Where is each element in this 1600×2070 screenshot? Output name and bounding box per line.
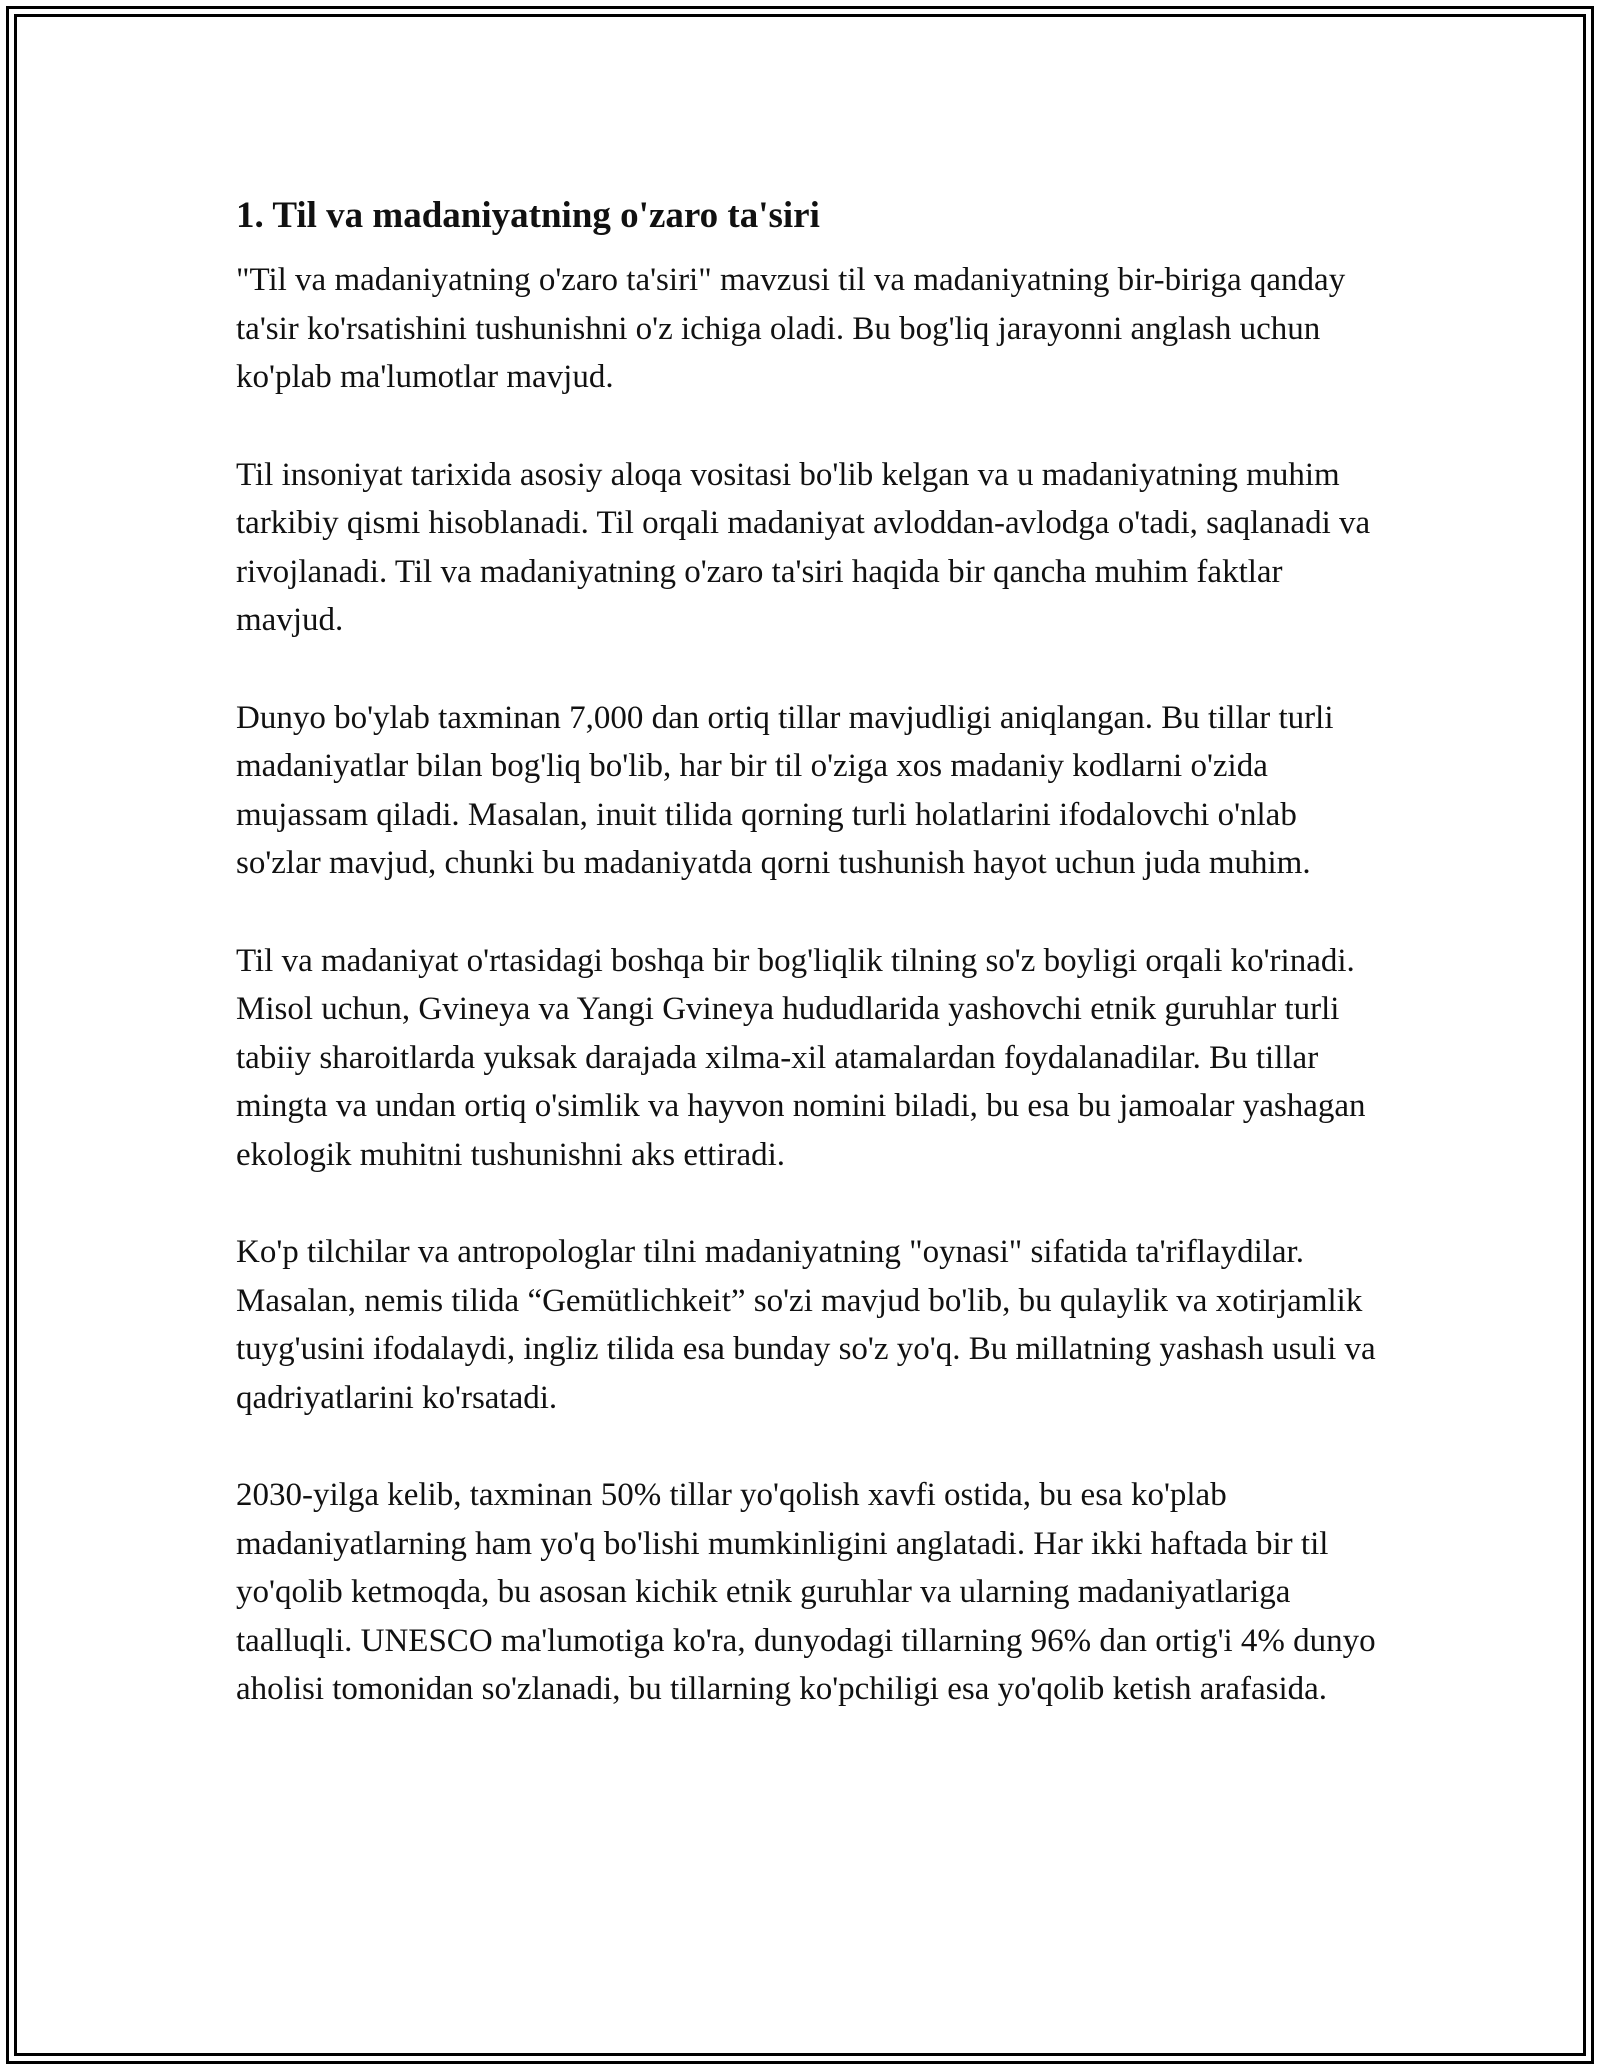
paragraph-world-languages: Dunyo bo'ylab taxminan 7,000 dan ortiq tillar mavjudligi aniqlangan. Bu tillar turli madaniyatlar bilan bog'liq bo'lib, har bir til o'ziga xos madaniy kodlarni o'zida mujassam qiladi. Masalan, inuit tilida qorning turli holatlarini ifodalovchi o'nlab so'zlar mavjud, chunki bu madaniyatda qorni tushunish hayot uchun juda muhim.: [236, 699, 1334, 881]
paragraph-language-window: Ko'p tilchilar va antropologlar tilni madaniyatning "oynasi" sifatida ta'riflaydilar. Masalan, nemis tilida “Gemütlichkeit” so'zi mavjud bo'lib, bu qulaylik va xotirjamlik tuyg'usini ifodalaydi, ingliz tilida esa bunday so'z yo'q. Bu millatning yashash usuli va qadriyatlarini ko'rsatadi.: [236, 1234, 1376, 1416]
paragraph-endangered-languages: 2030-yilga kelib, taxminan 50% tillar yo'qolish xavfi ostida, bu esa ko'plab madaniyatlarning ham yo'q bo'lishi mumkinligini anglatadi. Har ikki haftada bir til yo'qolib ketmoqda, bu asosan kichik etnik guruhlar va ularning madaniyatlariga taalluqli. UNESCO ma'lumotiga ko'ra, dunyodagi tillarning 96% dan ortig'i 4% dunyo aholisi tomonidan so'zlanadi, bu tillarning ko'pchiligi esa yo'qolib ketish arafasida.: [236, 1477, 1376, 1707]
document-body: [236, 186, 1376, 1763]
paragraph-intro: "Til va madaniyatning o'zaro ta'siri" mavzusi til va madaniyatning bir-biriga qanday ta'sir ko'rsatishini tushunishni o'z ichiga oladi. Bu bog'liq jarayonni anglash uchun ko'plab ma'lumotlar mavjud.: [236, 262, 1346, 395]
paragraph-vocabulary: Til va madaniyat o'rtasidagi boshqa bir bog'liqlik tilning so'z boyligi orqali ko'rinadi. Misol uchun, Gvineya va Yangi Gvineya hududlarida yashovchi etnik guruhlar turli tabiiy sharoitlarda yuksak darajada xilma-xil atamalardan foydalanadilar. Bu tillar mingta va undan ortiq o'simlik va hayvon nomini biladi, bu esa bu jamoalar yashagan ekologik muhitni tushunishni aks ettiradi.: [236, 942, 1366, 1173]
section-heading: 1. Til va madaniyatning o'zaro ta'siri: [236, 195, 820, 236]
paragraph-language-history: Til insoniyat tarixida asosiy aloqa vositasi bo'lib kelgan va u madaniyatning muhim tarkibiy qismi hisoblanadi. Til orqali madaniyat avloddan-avlodga o'tadi, saqlanadi va rivojlanadi. Til va madaniyatning o'zaro ta'siri haqida bir qancha muhim faktlar mavjud.: [236, 456, 1371, 638]
